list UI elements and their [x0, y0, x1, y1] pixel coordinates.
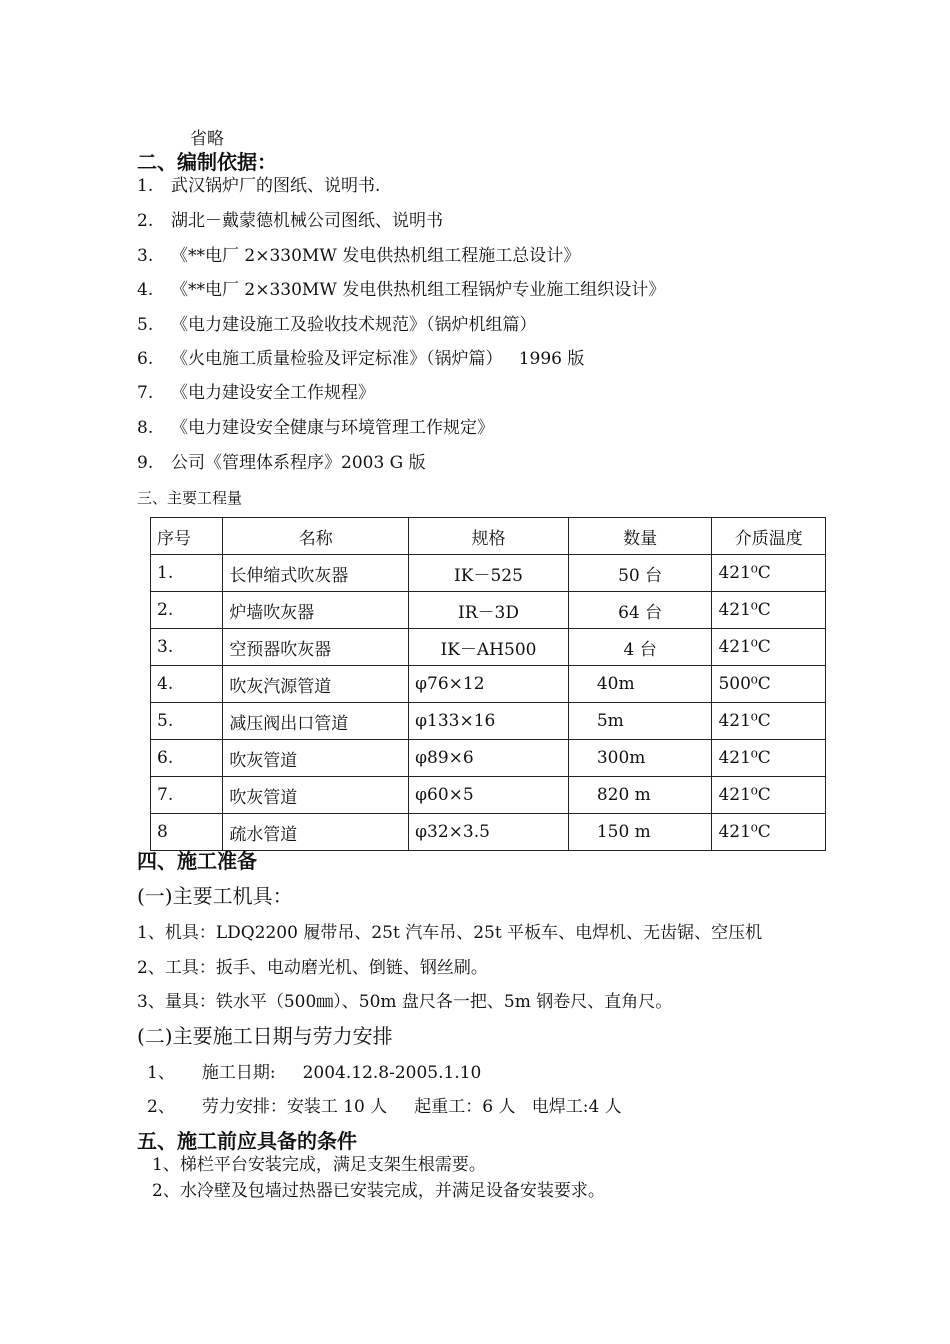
table-cell: 421⁰C: [712, 814, 826, 851]
table-row: [151, 777, 826, 814]
table-cell: IR－3D: [409, 592, 569, 629]
column-header: 名称: [223, 518, 409, 555]
quantity-table: [150, 517, 826, 851]
table-cell: 150 m: [568, 814, 712, 851]
table-cell: φ32×3.5: [409, 814, 569, 851]
table-cell: 421⁰C: [712, 629, 826, 666]
table-cell: IK－AH500: [409, 629, 569, 666]
table-cell: 5.: [151, 703, 223, 740]
section5-title: 五、施工前应具备的条件: [137, 1129, 357, 1153]
table-cell: φ76×12: [409, 666, 569, 703]
table-cell: 空预器吹灰器: [223, 629, 409, 666]
table-header-row: [151, 518, 826, 555]
list-item: [137, 279, 665, 301]
section3-title: 三、主要工程量: [137, 489, 243, 507]
item-text: 《电力建设安全健康与环境管理工作规定》: [171, 418, 494, 438]
table-cell: 吹灰汽源管道: [223, 666, 409, 703]
table-cell: 4.: [151, 666, 223, 703]
table-cell: 50 台: [568, 555, 712, 592]
table-cell: 500⁰C: [712, 666, 826, 703]
table-cell: 4 台: [568, 629, 712, 666]
list-item: 2、工具：扳手、电动磨光机、倒链、钢丝刷。: [137, 958, 488, 978]
table-cell: 421⁰C: [712, 592, 826, 629]
column-header: 数量: [568, 518, 712, 555]
intro-text: 省略: [190, 129, 224, 149]
item-number: 2.: [137, 211, 154, 231]
table-cell: 6.: [151, 740, 223, 777]
list-item: [137, 175, 380, 197]
table-cell: 421⁰C: [712, 555, 826, 592]
table-cell: 吹灰管道: [223, 777, 409, 814]
list-item: [137, 452, 426, 474]
list-item: [137, 210, 443, 232]
list-item: 1、 施工日期: 2004.12.8-2005.1.10: [147, 1063, 482, 1083]
table-cell: 40m: [568, 666, 712, 703]
item-number: 1.: [137, 176, 154, 196]
table-cell: 1.: [151, 555, 223, 592]
item-number: 9.: [137, 453, 154, 473]
item-number: 3.: [137, 246, 154, 266]
column-header: 序号: [151, 518, 223, 555]
table-row: [151, 629, 826, 666]
table-row: [151, 592, 826, 629]
table-row: [151, 814, 826, 851]
item-number: 8.: [137, 418, 154, 438]
list-item: [137, 314, 537, 336]
item-text: 《电力建设安全工作规程》: [171, 383, 375, 403]
table-cell: 421⁰C: [712, 740, 826, 777]
list-item: 3、量具：铁水平（500㎜）、50m 盘尺各一把、5m 钢卷尺、直角尺。: [137, 992, 673, 1012]
table-row: [151, 666, 826, 703]
list-item: [137, 348, 584, 370]
table-cell: 820 m: [568, 777, 712, 814]
column-header: 规格: [409, 518, 569, 555]
table-cell: 8: [151, 814, 223, 851]
table-cell: φ60×5: [409, 777, 569, 814]
item-text: 《**电厂 2×330MW 发电供热机组工程锅炉专业施工组织设计》: [171, 280, 666, 300]
item-number: 7.: [137, 383, 154, 403]
table-cell: 吹灰管道: [223, 740, 409, 777]
table-cell: 421⁰C: [712, 777, 826, 814]
item-text: 武汉锅炉厂的图纸、说明书.: [171, 176, 381, 196]
table-cell: φ89×6: [409, 740, 569, 777]
table-row: [151, 555, 826, 592]
item-text: 《电力建设施工及验收技术规范》（锅炉机组篇）: [171, 315, 537, 335]
table-cell: 3.: [151, 629, 223, 666]
table-cell: 64 台: [568, 592, 712, 629]
list-item: 1、机具：LDQ2200 履带吊、25t 汽车吊、25t 平板车、电焊机、无齿锯、空压机: [137, 923, 763, 943]
subsection-title: (一)主要工机具：: [137, 884, 293, 908]
item-text: 《火电施工质量检验及评定标准》（锅炉篇） 1996 版: [171, 349, 585, 369]
subsection-title: (二)主要施工日期与劳力安排: [137, 1024, 393, 1048]
table-cell: 421⁰C: [712, 703, 826, 740]
item-number: 6.: [137, 349, 154, 369]
table-row: [151, 740, 826, 777]
list-item: [137, 417, 494, 439]
table-cell: 5m: [568, 703, 712, 740]
item-text: 公司《管理体系程序》2003 G 版: [171, 453, 426, 473]
table-cell: 300m: [568, 740, 712, 777]
section2-title: 二、编制依据：: [137, 150, 277, 174]
column-header: 介质温度: [712, 518, 826, 555]
list-item: 2、水冷壁及包墙过热器已安装完成，并满足设备安装要求。: [152, 1181, 605, 1201]
item-number: 5.: [137, 315, 154, 335]
table-cell: IK－525: [409, 555, 569, 592]
table-cell: 2.: [151, 592, 223, 629]
list-item: [137, 382, 375, 404]
table-cell: 长伸缩式吹灰器: [223, 555, 409, 592]
item-text: 湖北－戴蒙德机械公司图纸、说明书: [171, 211, 443, 231]
table-cell: 疏水管道: [223, 814, 409, 851]
table-cell: 7.: [151, 777, 223, 814]
table-row: [151, 703, 826, 740]
section4-title: 四、施工准备: [137, 849, 257, 873]
item-text: 《**电厂 2×330MW 发电供热机组工程施工总设计》: [171, 246, 581, 266]
table-cell: 炉墙吹灰器: [223, 592, 409, 629]
list-item: 2、 劳力安排：安装工 10 人 起重工：6 人 电焊工:4 人: [147, 1097, 622, 1117]
list-item: [137, 245, 580, 267]
item-number: 4.: [137, 280, 154, 300]
table-cell: φ133×16: [409, 703, 569, 740]
table-cell: 减压阀出口管道: [223, 703, 409, 740]
list-item: 1、梯栏平台安装完成，满足支架生根需要。: [152, 1155, 486, 1175]
